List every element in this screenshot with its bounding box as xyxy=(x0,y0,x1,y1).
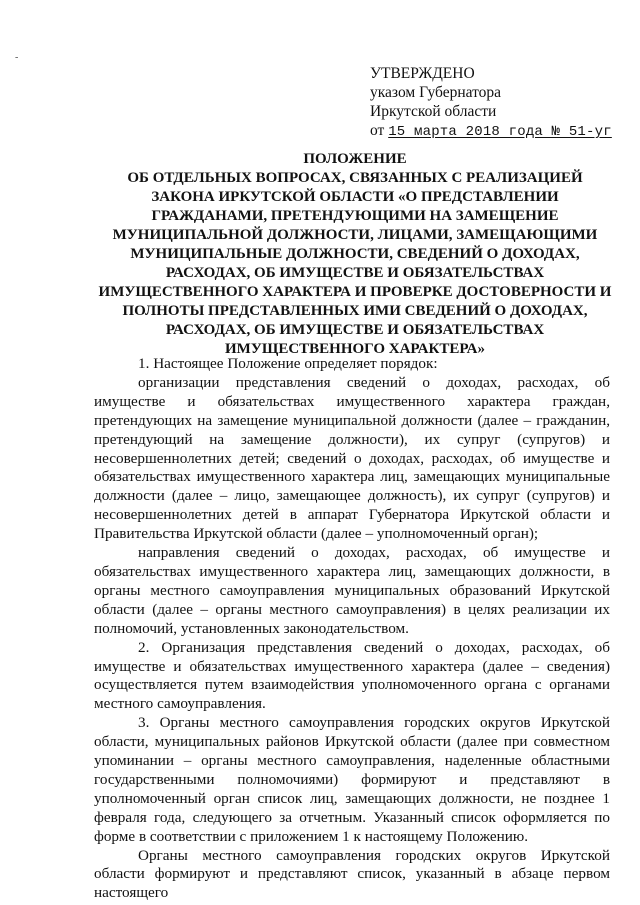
title-line: ИМУЩЕСТВЕННОГО ХАРАКТЕРА И ПРОВЕРКЕ ДОСТОВЕРНОСТИ И xyxy=(98,284,612,300)
approval-decree-line: указом Губернатора xyxy=(370,84,502,101)
approval-heading: УТВЕРЖДЕНО xyxy=(370,65,475,82)
title-line: ИМУЩЕСТВЕННОГО ХАРАКТЕРА» xyxy=(225,341,485,357)
paragraph: 2. Организация представления сведений о доходах, расходах, об имуществе и обязательствах имущественного характера (далее – сведения) осуществляется путем взаимодействия уполномоченного органа с органами местного самоуправления. xyxy=(94,638,610,713)
paragraph: 3. Органы местного самоуправления городских округов Иркутской области, муниципальных районов Иркутской области (далее при совместном упоминании – органы местного самоуправления, наделенные областными государственными полномочиями) формируют и представляют в уполномоченный орган список лиц, замещающих должности, не позднее 1 февраля года, следующего за отчетным. Указанный список оформляется по форме в соответствии с приложением 1 к настоящему Положению. xyxy=(94,714,610,845)
title-line: ПОЛОЖЕНИЕ xyxy=(303,151,407,167)
title-line: РАСХОДАХ, ОБ ИМУЩЕСТВЕ И ОБЯЗАТЕЛЬСТВАХ xyxy=(165,265,545,281)
title-line: РАСХОДАХ, ОБ ИМУЩЕСТВЕ И ОБЯЗАТЕЛЬСТВАХ xyxy=(165,322,545,338)
title-line: МУНИЦИПАЛЬНОЙ ДОЛЖНОСТИ, ЛИЦАМИ, ЗАМЕЩАЮЩИМИ xyxy=(112,227,598,243)
title-line: ГРАЖДАНАМИ, ПРЕТЕНДУЮЩИМИ НА ЗАМЕЩЕНИЕ xyxy=(151,208,559,224)
paragraph: Органы местного самоуправления городских округов Иркутской области формируют и представляют список, указанный в абзаце первом настоящего xyxy=(94,846,610,902)
document-body xyxy=(94,355,610,903)
approval-date-prefix: от xyxy=(370,122,385,139)
paragraph: организации представления сведений о доходах, расходах, об имуществе и обязательствах имущественного характера граждан, претендующих на замещение муниципальной должности (далее – гражданин, претендующий на замещение должности), их супруг (супругов) и несовершеннолетних детей; сведений о доходах, расходах, об имуществе и обязательствах имущественного характера лиц, замещающих муниципальные должности (далее – лицо, замещающее должность), их супруг (супругов) и несовершеннолетних детей в аппарат Губернатора Иркутской области и Правительства Иркутской области (далее – уполномоченный орган); xyxy=(94,373,610,543)
approval-date-line xyxy=(370,121,612,142)
title-line: ПОЛНОТЫ ПРЕДСТАВЛЕННЫХ ИМИ СВЕДЕНИЙ О ДОХОДАХ, xyxy=(122,303,588,319)
paragraph: 1. Настоящее Положение определяет порядок: xyxy=(138,355,438,372)
document-title xyxy=(60,150,640,359)
paragraph: направления сведений о доходах, расходах, об имуществе и обязательствах имущественного характера лиц, замещающих должности, в органы местного самоуправления муниципальных образований Иркутской области (далее – органы местного самоуправления) в целях реализации их полномочий, установленных законодательством. xyxy=(94,544,610,637)
title-line: ОБ ОТДЕЛЬНЫХ ВОПРОСАХ, СВЯЗАННЫХ С РЕАЛИЗАЦИЕЙ xyxy=(127,170,583,186)
title-line: ЗАКОНА ИРКУТСКОЙ ОБЛАСТИ «О ПРЕДСТАВЛЕНИИ xyxy=(151,189,559,205)
approval-region-line: Иркутской области xyxy=(370,103,497,120)
approval-date-value: 15 марта 2018 года № 51-уг xyxy=(388,124,612,140)
title-line: МУНИЦИПАЛЬНЫЕ ДОЛЖНОСТИ, СВЕДЕНИЙ О ДОХОДАХ, xyxy=(130,246,580,262)
approval-block xyxy=(370,64,612,142)
corner-mark: - xyxy=(15,52,19,63)
